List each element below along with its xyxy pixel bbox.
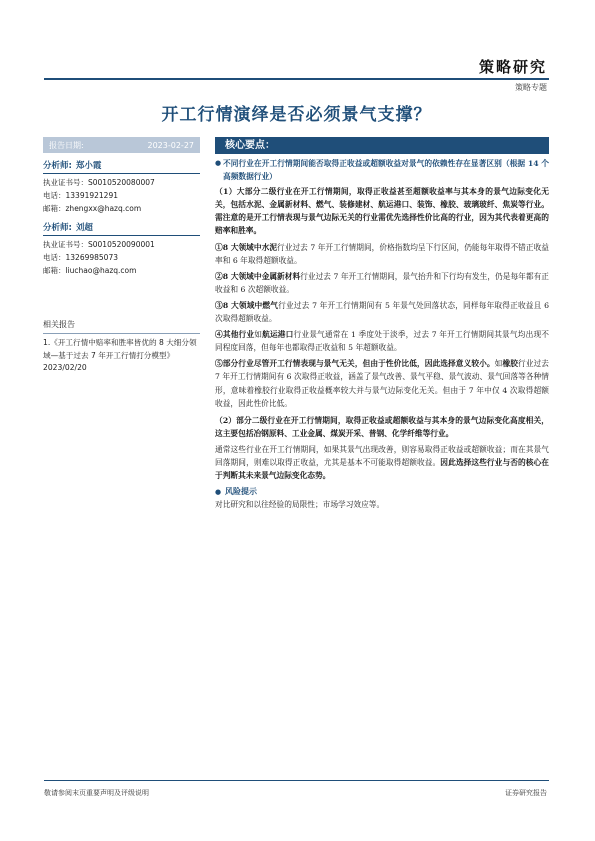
related-reports	[43, 319, 200, 375]
item-gas	[215, 299, 549, 325]
header-subtitle: 策略专题	[515, 83, 547, 92]
point-1: （1）大部分二级行业在开工行情期间，取得正收益甚至超额收益率与其本身的景气边际变化无关，包括水泥、金属新材料、燃气、装修建材、航运港口、装饰、橡胶、玻璃玻纤、焦炭等行业。需注意的是开工行情表现与景气边际无关的行业需优先选择性价比高的行业，因为其代表着更高的赔率和胜率。	[215, 187, 549, 236]
related-reports-heading: 相关报告	[43, 320, 75, 329]
item-keyword: 燃气	[262, 300, 279, 310]
item-shipping	[215, 328, 549, 354]
analyst-license: 执业证书号：S0010520090001	[43, 240, 155, 249]
analyst-rule	[43, 235, 200, 236]
analyst-1	[43, 159, 200, 215]
report-date-label: 报告日期:	[49, 140, 84, 150]
report-title: 开工行情演绎是否必须景气支撑？	[161, 105, 432, 125]
footer-disclaimer: 敬请参阅末页重要声明及评级说明	[44, 789, 149, 797]
header-title: 策略研究	[478, 58, 547, 76]
bullet-dot-icon: ●	[215, 159, 222, 167]
risk-title: 风险提示	[225, 486, 257, 497]
item-keyword: 橡胶	[502, 359, 518, 369]
item-mid: 如	[494, 359, 503, 369]
item-keyword: 水泥	[261, 242, 278, 252]
analyst-email[interactable]: 邮箱：zhengxx@hazq.com	[43, 204, 142, 213]
item-metal-materials	[215, 270, 549, 296]
report-date-bar	[43, 137, 200, 153]
risk-heading	[215, 485, 549, 498]
key-point-bullet	[215, 157, 549, 183]
analyst-2	[43, 221, 200, 277]
analyst-name: 郑小霞	[75, 161, 102, 171]
item-text: 行业景气通常在 1 季度处于淡季，过去 7 年开工行情期间其景气均出现不同程度回落，但每年也都取得正收益和 5 年超额收益。	[215, 330, 549, 353]
risk-text: 对比研究和以往经验的局限性；市场学习效应等。	[215, 500, 385, 510]
item-mid: 如	[254, 330, 263, 340]
item-keyword: 金属新材料	[261, 271, 301, 281]
header-rule	[44, 78, 549, 80]
analyst-license: 执业证书号：S0010520080007	[43, 178, 155, 187]
analyst-phone: 电话：13391921291	[43, 191, 118, 200]
key-points	[215, 137, 549, 511]
item-text: 行业过去 7 年开工行情期间，价格指数均呈下行区间，仍能每年取得不错正收益率和 6 年取得超额收益。	[215, 242, 549, 265]
point-2: （2）部分二级行业在开工行情期间，取得正收益或超额收益与其本身的景气边际变化高度相关，这主要包括冶钢原料、工业金属、煤炭开采、普钢、化学纤维等行业。	[215, 415, 549, 438]
analyst-label: 分析师:	[43, 223, 72, 233]
key-points-heading: 核心要点：	[215, 137, 549, 154]
item-cement	[215, 241, 549, 267]
item-lead: ⑤部分行业尽管开工行情表现与景气无关，但由于性价比低，因此选择意义较小。	[215, 359, 495, 369]
footer-rule	[44, 780, 549, 781]
report-date-value: 2023-02-27	[147, 140, 194, 150]
analyst-name: 刘超	[75, 223, 93, 233]
analyst-phone: 电话：13269985073	[43, 253, 118, 262]
sidebar	[43, 137, 200, 375]
item-text: 行业过去 7 年开工行情期间有 5 年景气处回落状态，同样每年取得正收益且 6 次取得超额收益。	[215, 300, 549, 324]
bullet-text: 不同行业在开工行情期间能否取得正收益或超额收益对景气的依赖性存在显著区别（根据 14 个高频数据行业）	[223, 159, 549, 182]
bullet-dot-icon: ●	[215, 487, 222, 497]
point-2-detail	[215, 443, 549, 482]
related-rule	[43, 333, 200, 334]
item-lead: ③8 大领域中	[215, 300, 263, 310]
item-lead: ④其他行业	[215, 330, 255, 340]
item-keyword: 航运港口	[262, 330, 294, 340]
detail-conclusion: 因此选择这些行业与否的核心在于判断其未来景气边际变化态势。	[215, 457, 549, 481]
analyst-label: 分析师:	[43, 161, 72, 171]
detail-text: 通常这些行业在开工行情期间，如果其景气出现改善，则容易取得正收益或超额收益；而在其景气回落期间，则难以取得正收益，尤其是基本不可能取得超额收益。	[215, 444, 549, 467]
item-text: 行业过去 7 年开工行情期间有 6 次取得正收益，涵盖了景气改善、景气平稳、景气波动、景气回落等各种情形，意味着橡胶行业取得正收益概率较大并与景气边际变化无关。但由于 7 年中仅 4 次取得超额收益，因此性价比低。	[215, 359, 549, 408]
item-lead: ②8 大领域中	[215, 271, 262, 281]
footer-label: 证券研究报告	[505, 789, 547, 797]
related-report-item[interactable]: 1.《开工行情中赔率和胜率皆优的 8 大细分领域—基于过去 7 年开工行情打分模型》2023/02/20	[43, 338, 197, 372]
analyst-email[interactable]: 邮箱：liuchao@hazq.com	[43, 266, 137, 275]
item-lead: ①8 大领域中	[215, 242, 262, 252]
item-text: 行业过去 7 年开工行情期间，景气抬升和下行均有发生，仍是每年都有正收益和 6 次超额收益。	[215, 271, 549, 294]
analyst-rule	[43, 173, 200, 174]
item-rubber	[215, 357, 549, 409]
